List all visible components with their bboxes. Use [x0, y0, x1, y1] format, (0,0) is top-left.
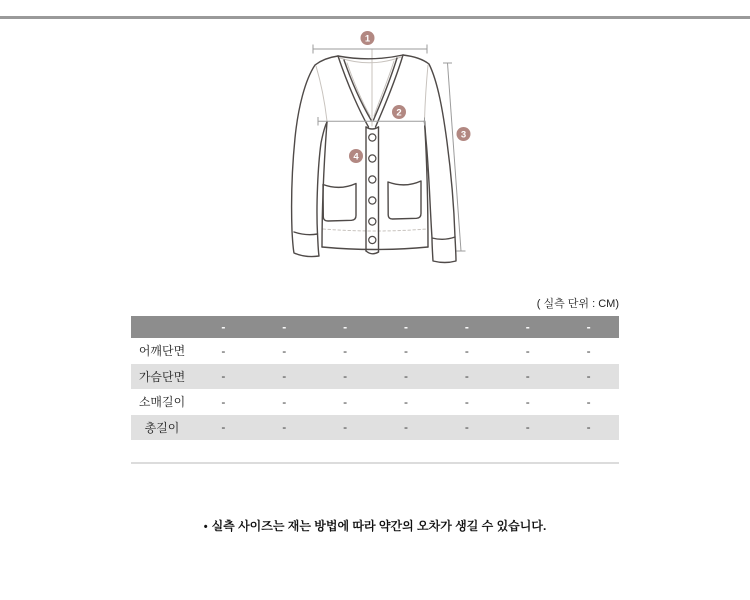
value-cell: -: [343, 343, 348, 358]
header-value-cell: -: [586, 320, 591, 334]
value-cell: -: [525, 343, 530, 358]
value-cell: -: [404, 394, 408, 409]
value-cell: -: [282, 420, 287, 435]
value-cell: -: [221, 369, 226, 384]
row-label: 소매길이: [138, 395, 186, 410]
value-cell: -: [221, 420, 226, 435]
header-value-cell: -: [343, 320, 348, 334]
value-cell: -: [404, 343, 408, 358]
header-value-cell: -: [525, 320, 530, 334]
marker-2: [392, 105, 406, 119]
header-value-cell: -: [221, 320, 226, 334]
value-cell: -: [221, 343, 226, 358]
marker-4-num: 4: [353, 151, 359, 163]
value-cell: -: [525, 394, 530, 409]
table-row: [131, 415, 619, 441]
footnote-bullet: •: [203, 521, 208, 533]
value-cell: -: [282, 369, 287, 384]
value-cell: -: [343, 394, 348, 409]
value-cell: -: [343, 420, 348, 435]
marker-2-num: 2: [396, 107, 402, 119]
size-table-header-row: [131, 316, 619, 338]
size-table: [131, 316, 619, 440]
table-row: [131, 338, 619, 364]
marker-1-num: 1: [364, 33, 371, 45]
value-cell: -: [404, 420, 408, 435]
row-label: 가슴단면: [138, 369, 186, 384]
marker-3: [457, 127, 471, 141]
value-cell: -: [525, 420, 530, 435]
header-value-cell: -: [464, 320, 469, 334]
size-table-body: [131, 338, 619, 440]
value-cell: -: [282, 394, 287, 409]
value-cell: -: [221, 394, 226, 409]
value-cell: -: [282, 343, 287, 358]
value-cell: -: [404, 369, 408, 384]
value-cell: -: [525, 369, 530, 384]
cardigan-buttons: [369, 134, 376, 244]
value-cell: -: [464, 420, 469, 435]
table-row: [131, 389, 619, 415]
unit-caption: ( 실측 단위 : CM): [536, 298, 619, 310]
table-row: [131, 364, 619, 390]
value-cell: -: [464, 369, 469, 384]
value-cell: -: [464, 343, 469, 358]
footnote-text: 실측 사이즈는 재는 방법에 따라 약간의 오차가 생길 수 있습니다.: [211, 519, 547, 533]
value-cell: -: [586, 394, 591, 409]
footnote: [0, 517, 750, 534]
value-cell: -: [464, 394, 469, 409]
value-cell: -: [586, 420, 591, 435]
marker-3-num: 3: [460, 129, 467, 141]
header-value-cell: -: [404, 320, 408, 334]
value-cell: -: [343, 369, 348, 384]
value-cell: -: [586, 343, 591, 358]
row-label: 총길이: [144, 420, 180, 435]
marker-4: [349, 149, 363, 163]
bottom-divider-line: [131, 462, 619, 464]
row-label: 어깨단면: [138, 344, 186, 359]
value-cell: -: [586, 369, 591, 384]
marker-1: [361, 31, 375, 45]
measure-markers: [349, 31, 471, 163]
header-value-cell: -: [282, 320, 287, 334]
